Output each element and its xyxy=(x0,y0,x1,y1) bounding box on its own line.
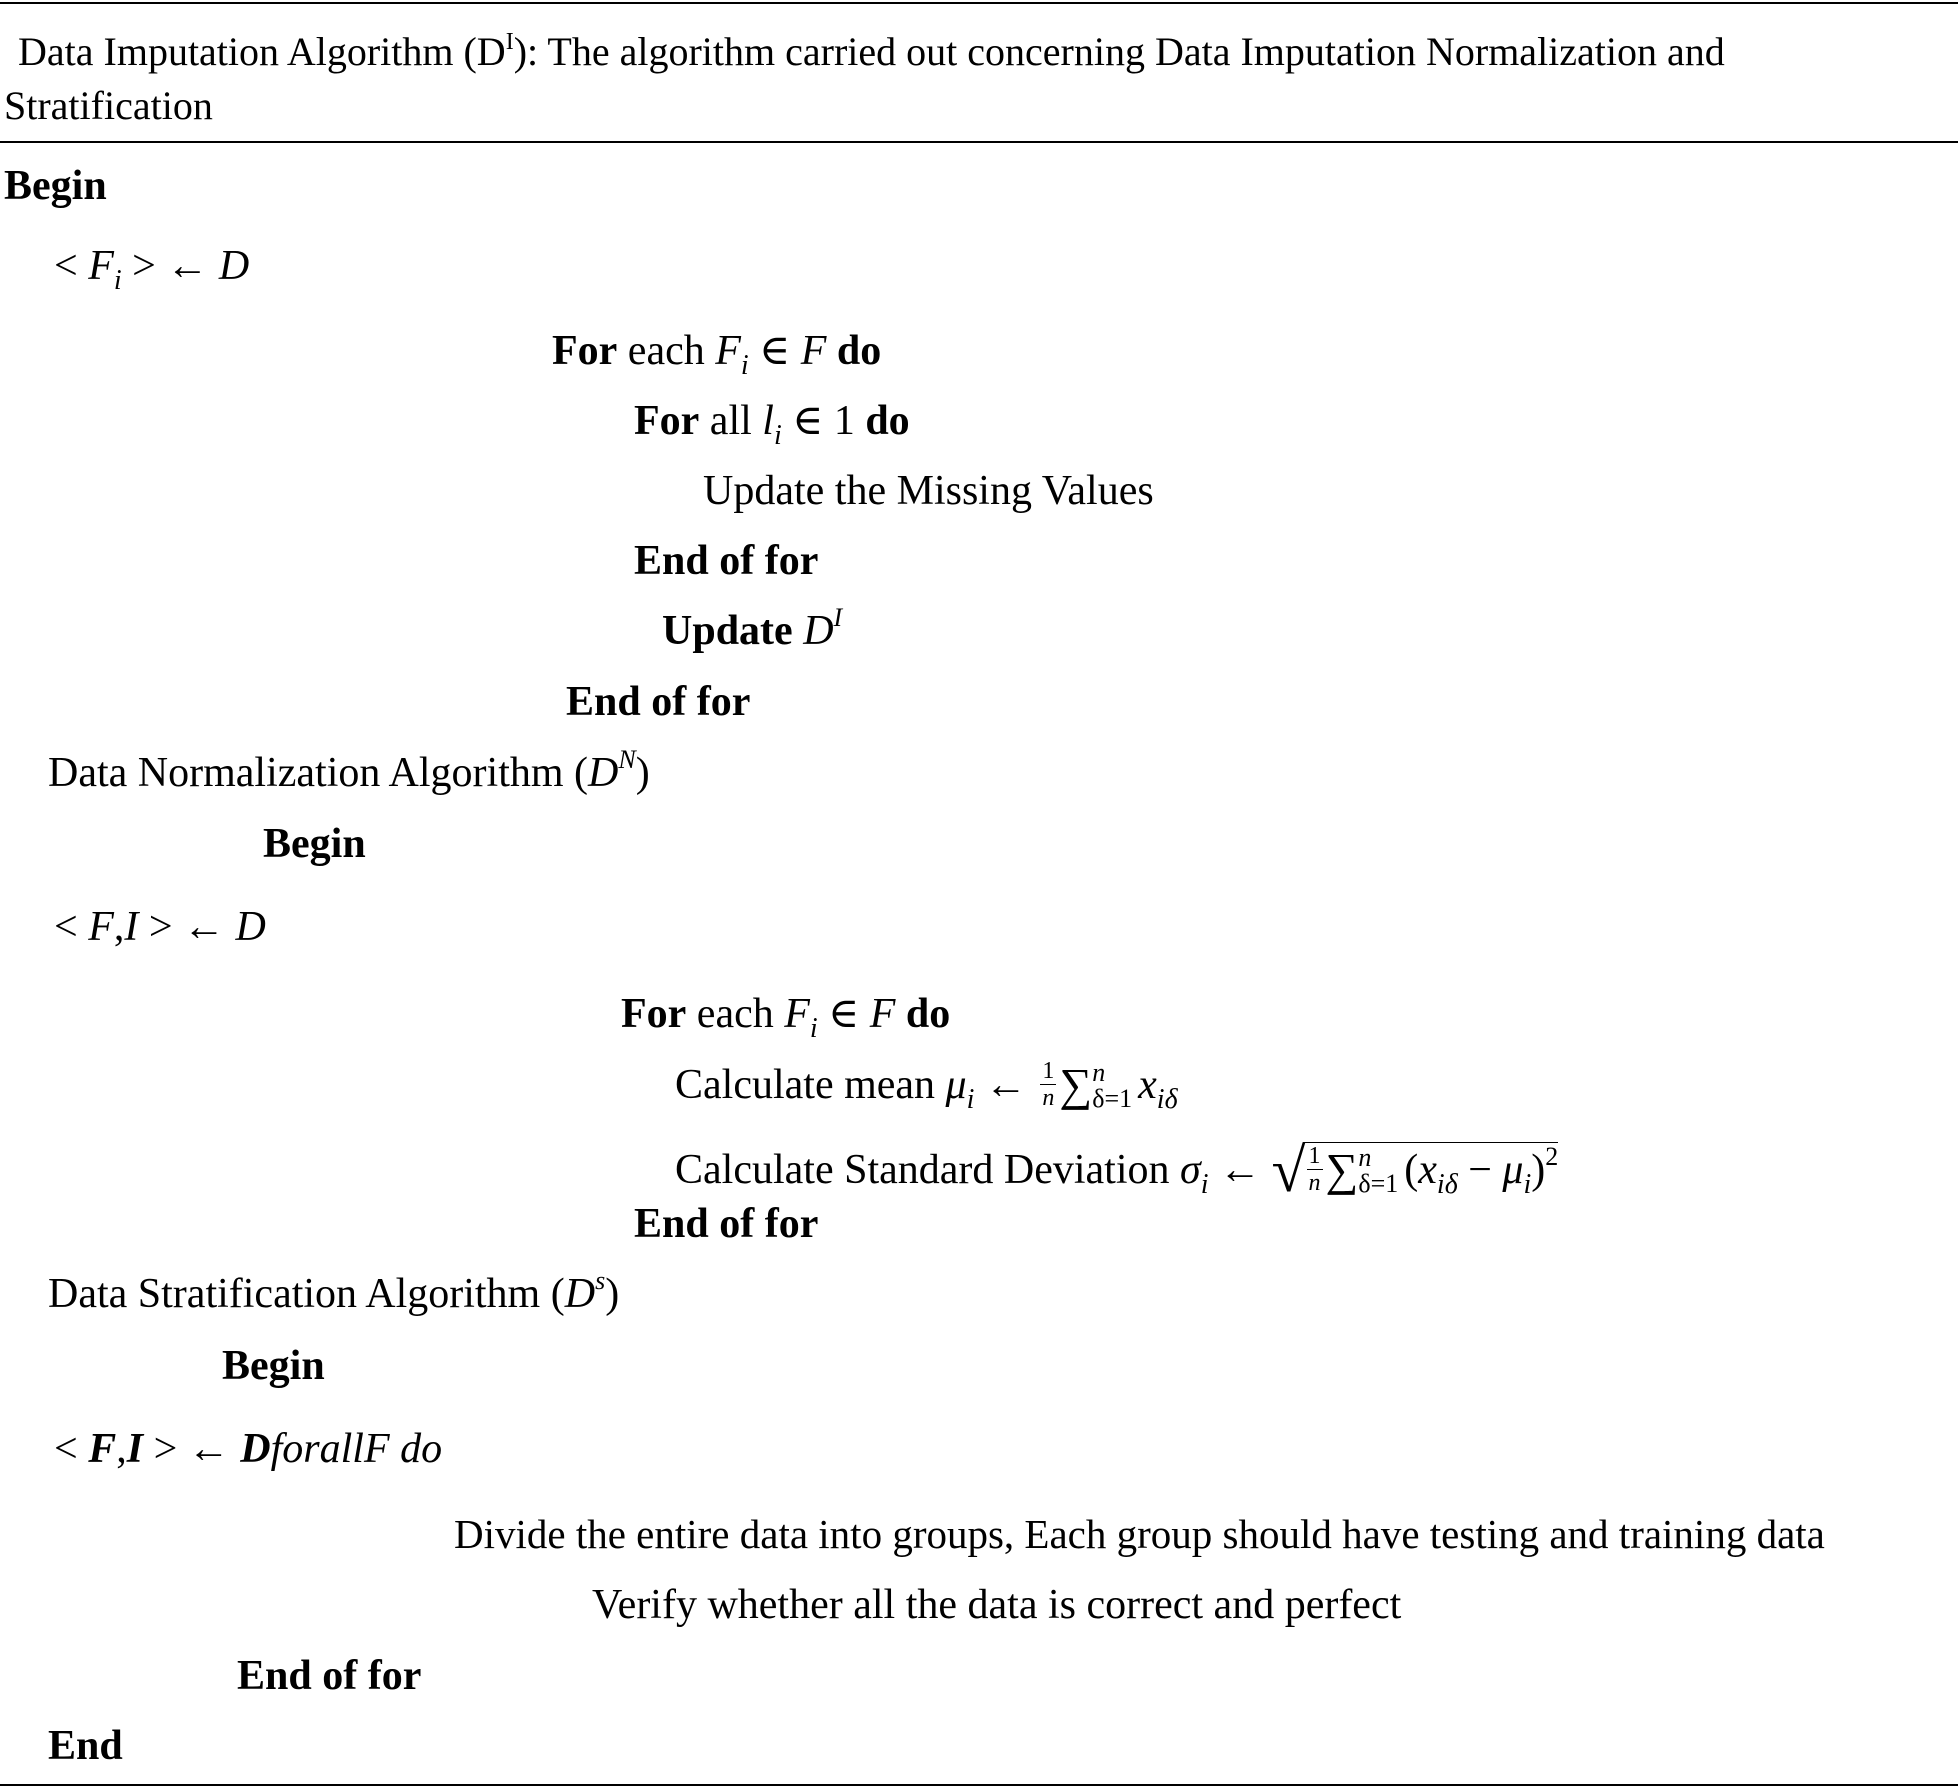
caption-line-2: Stratification xyxy=(4,83,213,128)
end-of-for-4: End of for xyxy=(237,1653,422,1699)
square-root: √ $\frac{1}{n}$ ∑ n δ=1 $(x_{i\delta} - \mu_i)^2$ xyxy=(1271,1137,1559,1205)
update-missing-values-line: Update the Missing Values xyxy=(703,468,1154,514)
begin-keyword: Begin xyxy=(4,163,107,209)
assign-features-line-3: < F,I > ← DforallF do xyxy=(54,1426,443,1472)
end-keyword: End xyxy=(48,1723,123,1769)
end-of-for-3: End of for xyxy=(634,1201,819,1247)
end-of-for-2: End of for xyxy=(566,679,751,725)
caption-rule xyxy=(0,141,1958,143)
caption-line-1: Data Imputation Algorithm $(D^I)$: The algorithm carried out concerning Data Imputation Normalization and xyxy=(18,29,1725,74)
assign-features-line: < $F_i$ > ← D xyxy=(54,243,250,296)
top-rule xyxy=(0,2,1958,4)
fraction-one-over-n: $\frac{1}{n}$ xyxy=(1042,1057,1055,1111)
assign-features-line-2: < F,I > ← D xyxy=(54,904,266,950)
begin-keyword-2: Begin xyxy=(263,821,366,867)
calculate-sd-line: Calculate Standard Deviation $\sigma_i$ ← √ $\frac{1}{n}$ ∑ n δ=1 $(x_{i\delta} - \mu_i)^2$ xyxy=(675,1132,1558,1199)
end-of-for-1: End of for xyxy=(634,538,819,584)
for-all-line: For all $l_i$ ∈ 1 do xyxy=(634,398,910,451)
normalization-heading: Data Normalization Algorithm $(D^N)$ xyxy=(48,745,650,796)
verify-data-line: Verify whether all the data is correct and perfect xyxy=(592,1582,1402,1628)
calculate-mean-line: Calculate mean $\mu_i$ ← $\frac{1}{n}$ ∑ n δ=1 $x_{i\delta}$ xyxy=(675,1057,1178,1115)
for-each-feature-line-2: For each $F_i$ ∈ F do xyxy=(621,991,951,1044)
stratification-heading: Data Stratification Algorithm $(D^s)$ xyxy=(48,1266,620,1317)
divide-data-line: Divide the entire data into groups, Each group should have testing and training data xyxy=(454,1511,1825,1557)
update-DI-line: Update $D^I$ xyxy=(662,603,843,654)
for-each-feature-line: For each $F_i$ ∈ F do xyxy=(552,328,882,381)
begin-keyword-3: Begin xyxy=(222,1343,325,1389)
bottom-rule xyxy=(0,1784,1958,1786)
